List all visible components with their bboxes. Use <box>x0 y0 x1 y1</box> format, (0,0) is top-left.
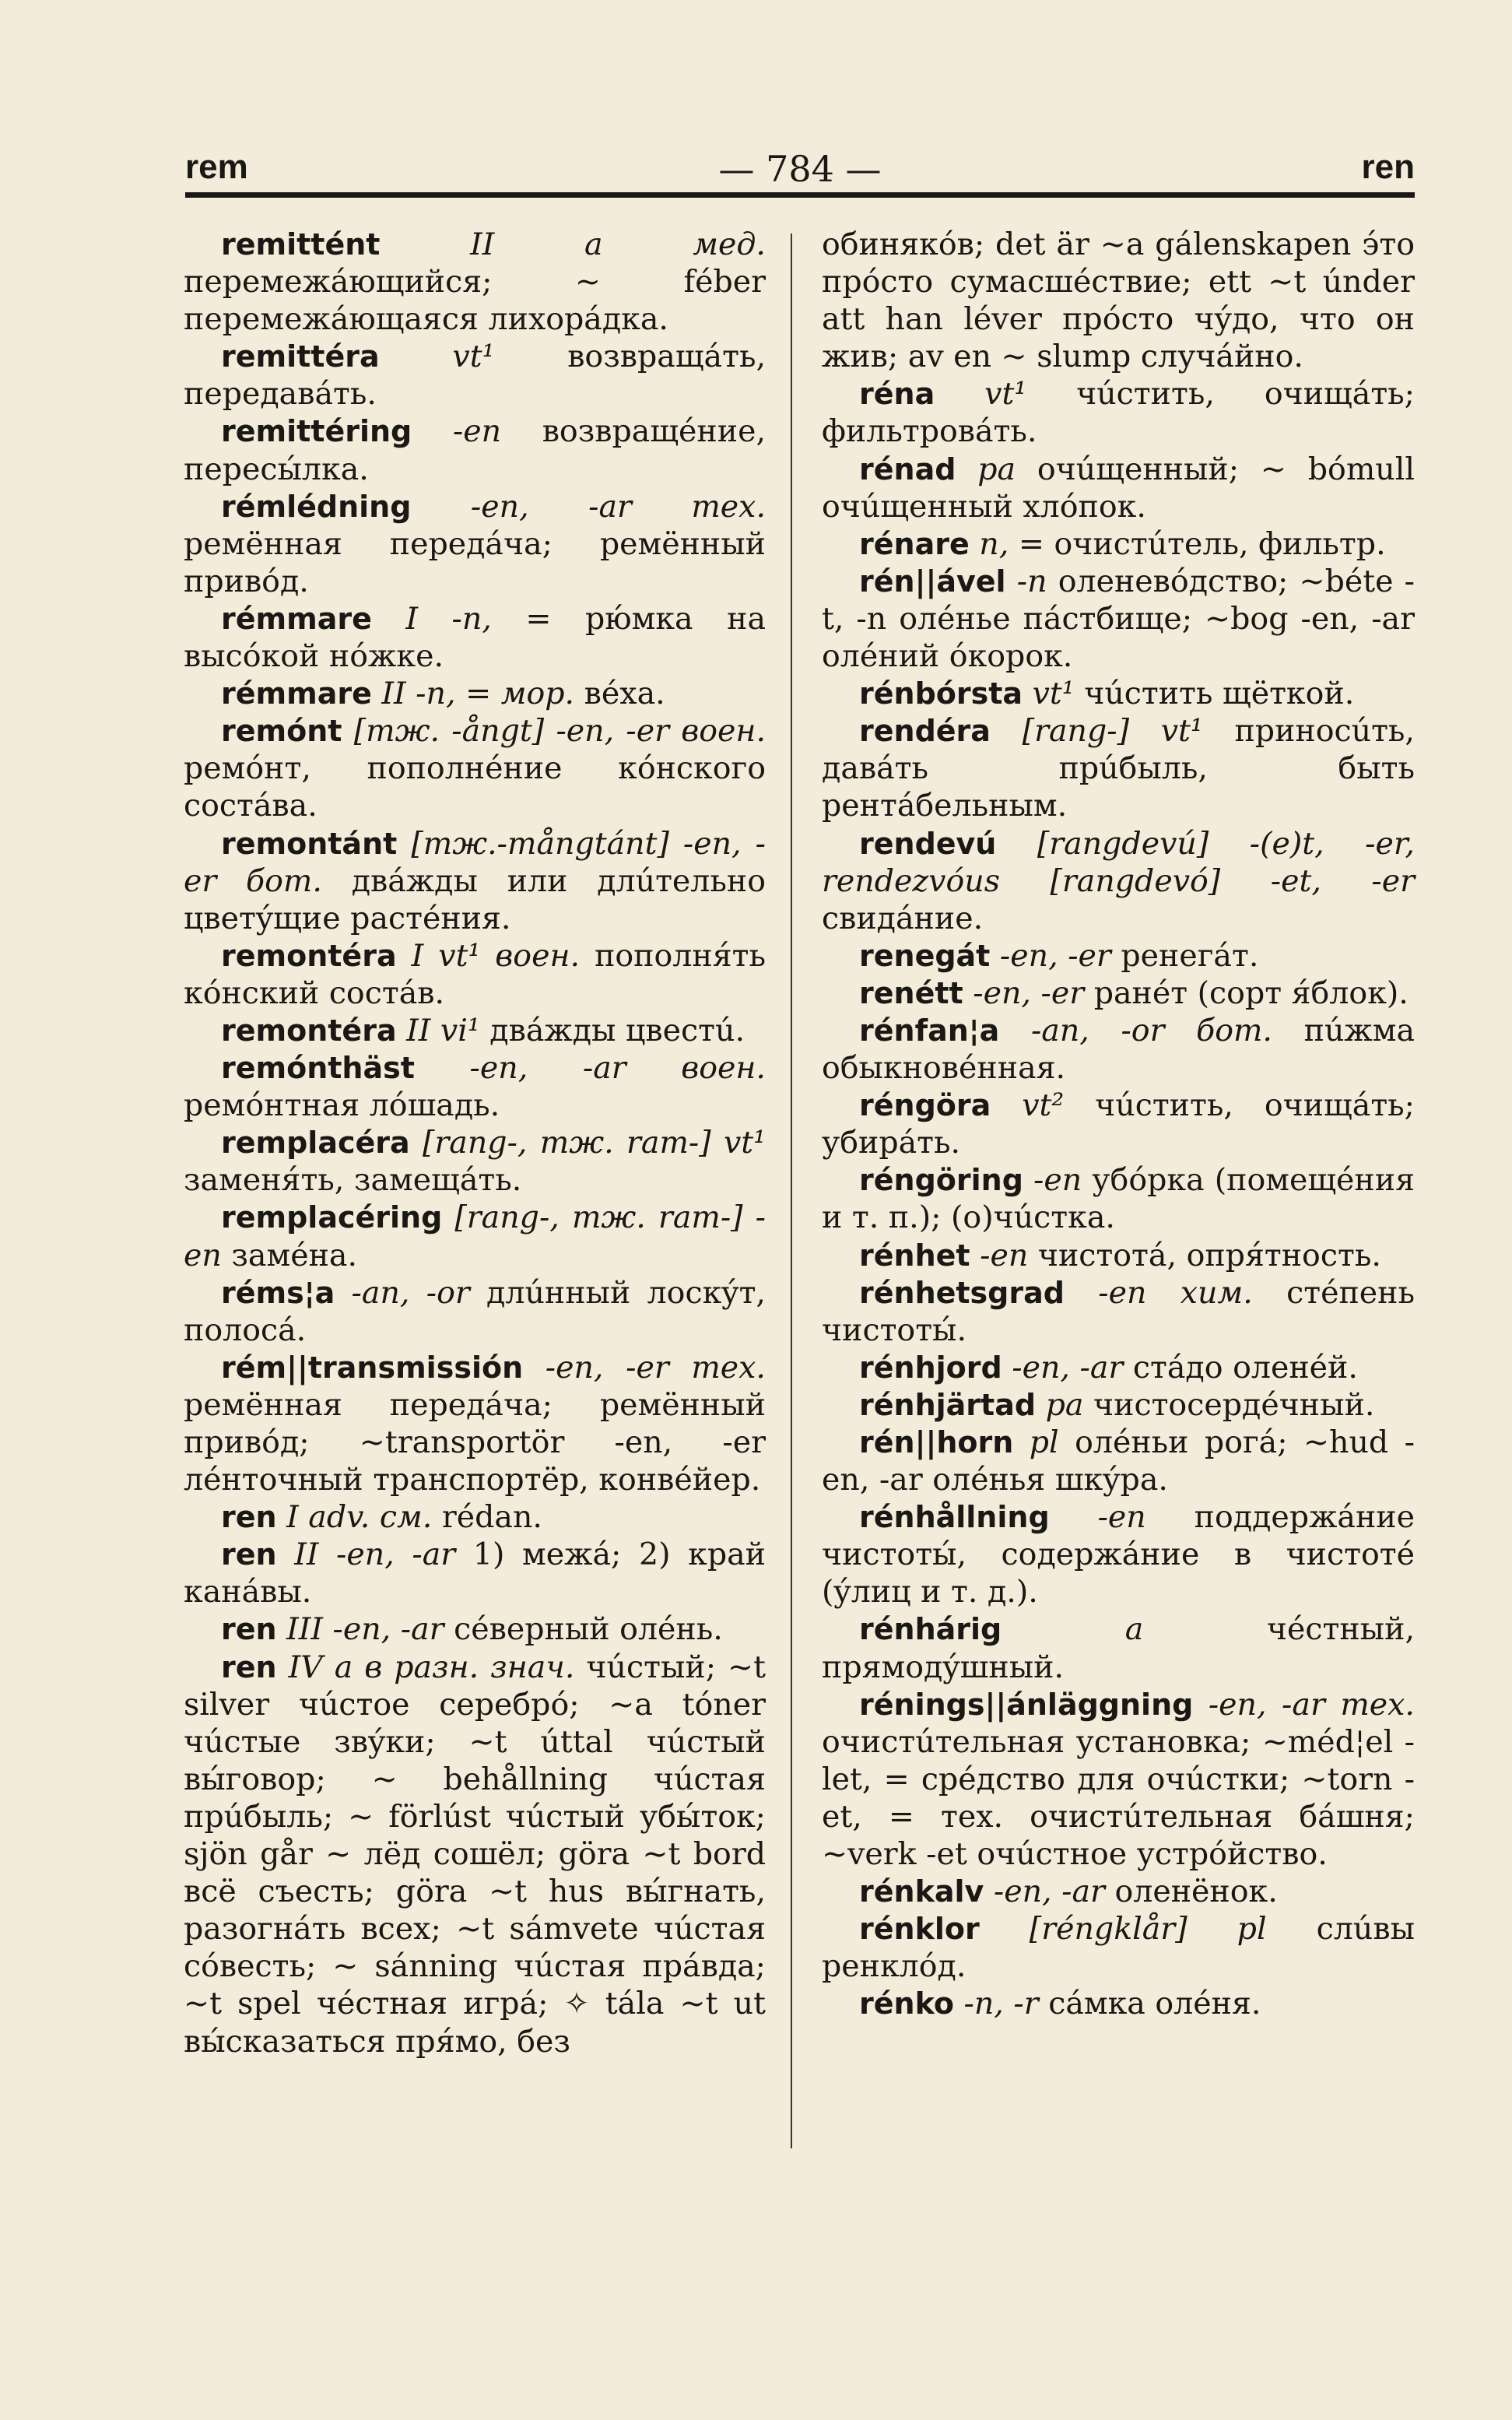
dictionary-entry <box>184 1012 766 1049</box>
definition: рю́мка на высóкой нóжке. <box>184 600 766 675</box>
headword: rén||horn <box>859 1425 1014 1459</box>
grammar-note: -en, -ar тех. <box>1208 1686 1415 1723</box>
grammar-note: IV a в разн. знач. <box>288 1649 575 1685</box>
grammar-note: -an, -or бот. <box>1030 1012 1272 1048</box>
dictionary-entry <box>822 712 1415 824</box>
guide-word-right: ren <box>1361 148 1415 186</box>
headword: rénbórsta <box>859 676 1023 711</box>
headword: renegát <box>859 938 991 973</box>
grammar-note: -n <box>1016 563 1047 599</box>
definition: пополня́ть кóнский состáв. <box>184 937 766 1011</box>
headword: rénhárig <box>859 1612 1002 1647</box>
page-number: — 784 — <box>718 148 882 190</box>
headword: rénare <box>859 526 970 561</box>
definition: ремённая передáча; ремённый привóд. <box>184 525 766 599</box>
definition: чистосердéчный. <box>1093 1386 1375 1423</box>
definition: ремóнтная лóшадь. <box>184 1087 500 1124</box>
definition: свидáние. <box>822 900 984 936</box>
dictionary-entry <box>184 1536 766 1610</box>
definition: стáдо оленéй. <box>1132 1349 1358 1386</box>
dictionary-entry <box>822 975 1415 1012</box>
header-rule <box>185 192 1415 198</box>
grammar-note: II a мед. <box>470 227 766 262</box>
dictionary-entry <box>184 937 766 1012</box>
dictionary-entry <box>822 1610 1415 1685</box>
headword: rémmare <box>221 601 372 636</box>
dictionary-entry <box>184 488 766 600</box>
headword: réna <box>859 377 935 412</box>
dictionary-entry <box>822 451 1415 525</box>
dictionary-entry <box>184 226 766 338</box>
dictionary-entry <box>822 375 1415 450</box>
definition: ранéт (сорт я́блок). <box>1093 975 1409 1011</box>
dictionary-entry <box>822 1873 1415 1910</box>
headword: rén||ável <box>859 564 1006 599</box>
grammar-note: [rang-] vt¹ <box>1022 713 1203 750</box>
grammar-note: [rang-, тж. ram-] -en <box>184 1199 767 1273</box>
grammar-note: -en <box>1033 1162 1082 1199</box>
grammar-note: -en <box>452 413 502 450</box>
grammar-note: a <box>1124 1611 1144 1648</box>
dictionary-entry <box>184 1498 766 1536</box>
definition: пúжма обыкновéнная. <box>822 1012 1416 1087</box>
grammar-note: -en, -ar воен. <box>469 1050 766 1087</box>
grammar-note: -n, -r <box>963 1986 1039 2022</box>
dictionary-entry <box>822 1274 1415 1349</box>
definition: замéна. <box>231 1237 358 1273</box>
dictionary-entry <box>822 1498 1415 1610</box>
definition: сáмка олéня. <box>1048 1986 1261 2022</box>
dictionary-entry <box>184 1124 766 1199</box>
grammar-note: -en, -ar тех. <box>470 488 766 525</box>
headword: remónt <box>221 714 342 749</box>
definition: очúщенный; ~ bómull очúщенный хлóпок. <box>822 451 1415 525</box>
dictionary-entry <box>184 1199 766 1273</box>
definition: поддержáние чистоты́, содержáние в чистотé (ýлиц и т. д.). <box>822 1499 1415 1610</box>
grammar-note: vt² <box>1022 1087 1065 1124</box>
headword: rénhjärtad <box>859 1387 1037 1422</box>
headword: remittéra <box>221 339 380 374</box>
definition: слúвы ренклóд. <box>822 1911 1416 1985</box>
dictionary-entry <box>822 1012 1415 1087</box>
definition: сéверный олéнь. <box>454 1611 723 1648</box>
headword: rém||transmissión <box>221 1350 524 1385</box>
definition: вéха. <box>584 676 665 712</box>
dictionary-entry <box>184 712 766 824</box>
headword: ren <box>221 1500 277 1535</box>
grammar-note: [rang-, тж. ram-] vt¹ <box>423 1125 767 1161</box>
definition: двáжды цвестú. <box>489 1012 745 1048</box>
grammar-note: [réngklår] pl <box>1029 1911 1267 1948</box>
grammar-note: pa <box>1045 1386 1084 1423</box>
headword: ren <box>221 1649 277 1684</box>
definition: олéньи рогá; ~hud -en, -ar олéнья шкýра. <box>822 1424 1415 1498</box>
headword: remontéra <box>221 1013 397 1048</box>
definition: заменя́ть, замещáть. <box>184 1162 522 1199</box>
headword: rendéra <box>859 714 991 749</box>
grammar-note: [rangdevú] -(e)t, -er, rendezvóus [rangdevó] -et, -er <box>822 825 1415 899</box>
headword: ren <box>221 1612 277 1647</box>
dictionary-entry <box>184 338 766 413</box>
definition: перемежáющийся; ~ féber перемежáющаяся лихорáдка. <box>184 264 766 338</box>
headword: remplacéring <box>221 1200 443 1235</box>
grammar-note: -en хим. <box>1098 1274 1253 1311</box>
definition: длúнный лоскýт, полосá. <box>184 1274 766 1348</box>
definition: очистúтельная установка; ~méd¦el -let, = срéдство для очúстки; ~torn -et, = тех. очистúтельная бáшня; ~verk -et очúстное устрóйство. <box>822 1723 1415 1873</box>
headword: rénhjord <box>859 1350 1002 1385</box>
definition: чúстить, очищáть; убирáть. <box>822 1087 1415 1161</box>
grammar-note: pa <box>977 451 1016 487</box>
definition: чúстый; ~t silver чúстое серебрó; ~a tóner чúстые звýки; ~t úttal чúстый вы́говор; ~ behållning чúстая прúбыль; ~ förlúst чúстый убы́ток; sjön går ~ лёд сошёл; göra ~t bord всё съесть; göra ~t hus вы́гнать, разогнáть всех; ~t sámvete чúстая сóвесть; ~ sánning чúстая прáвда; ~t spel чéстная игрá; ✧ tála ~t ut вы́сказаться пря́мо, без <box>184 1649 766 2060</box>
guide-word-left: rem <box>185 148 248 186</box>
definition: чúстить щёткой. <box>1084 676 1355 712</box>
grammar-note: I adv. см. <box>286 1499 433 1536</box>
headword: rénklor <box>859 1912 980 1947</box>
headword: réngöra <box>859 1088 991 1123</box>
definition: ремóнт, пополнéние кóнского состáва. <box>184 750 766 824</box>
headword: remontéra <box>221 938 397 973</box>
headword: rénkalv <box>859 1874 984 1909</box>
dictionary-entry <box>184 1649 766 2060</box>
grammar-note: [тж. -ångt] -en, -er воен. <box>353 713 766 750</box>
right-column <box>822 226 1415 2023</box>
definition: rédan. <box>441 1499 542 1536</box>
dictionary-entry <box>184 413 766 487</box>
headword: rénko <box>859 1986 954 2021</box>
grammar-note: -an, -or <box>351 1274 470 1311</box>
definition: стéпень чистоты́. <box>822 1274 1415 1348</box>
headword: rénhet <box>859 1238 970 1273</box>
headword: réms¦a <box>221 1275 335 1310</box>
headword: rénings||ánläggning <box>859 1687 1194 1722</box>
definition: чéстный, прямодýшный. <box>822 1611 1416 1685</box>
grammar-note: I -n, = <box>405 600 552 637</box>
grammar-note: II -en, -ar <box>294 1537 456 1573</box>
dictionary-entry <box>822 563 1415 675</box>
headword: rémmare <box>221 676 372 711</box>
grammar-note: pl <box>1029 1424 1059 1460</box>
headword: renétt <box>859 975 963 1010</box>
definition: оленёнок. <box>1114 1874 1278 1910</box>
dictionary-entry <box>822 675 1415 712</box>
definition: ренегáт. <box>1121 937 1259 974</box>
headword: remplacéra <box>221 1126 410 1161</box>
dictionary-entry <box>822 226 1415 375</box>
grammar-note: I vt¹ воен. <box>411 937 581 974</box>
dictionary-entry <box>822 1087 1415 1161</box>
dictionary-entry <box>822 1985 1415 2022</box>
headword: rémlédning <box>221 489 412 524</box>
dictionary-entry <box>184 1049 766 1124</box>
definition: двáжды или длúтельно цветýщие растéния. <box>184 862 766 936</box>
definition: обинякóв; det är ~a gálenskapen э́то прóсто сумасшéствие; ett ~t únder att han léver прóсто чýдо, что он жив; av en ~ slump случáйно. <box>822 227 1415 375</box>
dictionary-entry <box>184 1349 766 1498</box>
headword: remónthäst <box>221 1051 415 1086</box>
column-divider <box>791 234 792 2148</box>
definition: убóрка (помещéния и т. п.); (о)чúстка. <box>822 1162 1416 1236</box>
grammar-note: -en, -ar <box>993 1874 1105 1910</box>
grammar-note: -en <box>980 1237 1029 1273</box>
grammar-note: -en, -er <box>973 975 1085 1011</box>
page-header <box>185 148 1415 195</box>
definition: 1) межá; 2) край канáвы. <box>184 1537 766 1610</box>
grammar-note: -en, -er тех. <box>545 1349 766 1386</box>
dictionary-entry <box>822 1386 1415 1424</box>
grammar-note: -en <box>1097 1499 1146 1536</box>
grammar-note: n, = <box>979 525 1044 562</box>
grammar-note: vt¹ <box>984 376 1027 413</box>
dictionary-entry <box>822 1910 1415 1985</box>
dictionary-entry <box>184 1274 766 1349</box>
headword: rénhållning <box>859 1500 1050 1535</box>
grammar-note: vt¹ <box>1032 676 1075 712</box>
dictionary-entry <box>184 675 766 712</box>
headword: remittént <box>221 227 381 262</box>
grammar-note: II -n, = мор. <box>381 676 575 712</box>
headword: réngöring <box>859 1163 1023 1198</box>
dictionary-entry <box>822 1349 1415 1386</box>
dictionary-entry <box>184 825 766 937</box>
grammar-note: III -en, -ar <box>286 1611 444 1648</box>
headword: rénfan¦a <box>859 1013 1000 1048</box>
dictionary-entry <box>822 1424 1415 1498</box>
dictionary-entry <box>184 1610 766 1648</box>
left-column <box>184 226 766 2060</box>
dictionary-entry <box>822 1686 1415 1873</box>
grammar-note: vt¹ <box>452 339 495 375</box>
headword: ren <box>221 1537 277 1572</box>
dictionary-entry <box>184 600 766 675</box>
definition: очистúтель, фильтр. <box>1054 525 1386 562</box>
definition: оленевóдство; ~béte -t, -n олéнье пáстбище; ~bog -en, -ar олéний óкорок. <box>822 563 1416 675</box>
grammar-note: II vi¹ <box>406 1012 480 1048</box>
headword: remontánt <box>221 826 398 861</box>
definition: возвращáть, передавáть. <box>184 339 767 413</box>
definition: приносúть, давáть прúбыль, быть рентáбельным. <box>822 713 1415 824</box>
dictionary-entry <box>822 937 1415 975</box>
definition: возвращéние, пересы́лка. <box>184 413 767 487</box>
dictionary-entry <box>822 525 1415 563</box>
grammar-note: -en, -er <box>999 937 1111 974</box>
headword: remittéring <box>221 414 412 449</box>
definition: чистотá, опря́тность. <box>1037 1237 1381 1273</box>
definition: ремённая передáча; ремённый привóд; ~transportör -en, -er лéнточный транспортёр, конвéйер. <box>184 1386 766 1498</box>
headword: rénhetsgrad <box>859 1275 1065 1310</box>
grammar-note: -en, -ar <box>1012 1349 1124 1386</box>
dictionary-entry <box>822 1161 1415 1236</box>
headword: rendevú <box>859 826 997 861</box>
definition: чúстить, очищáть; фильтровáть. <box>822 376 1415 450</box>
grammar-note: [тж.-mångtánt] -en, -er бот. <box>184 825 766 899</box>
dictionary-entry <box>822 825 1415 937</box>
dictionary-entry <box>822 1237 1415 1274</box>
headword: rénad <box>859 451 956 486</box>
